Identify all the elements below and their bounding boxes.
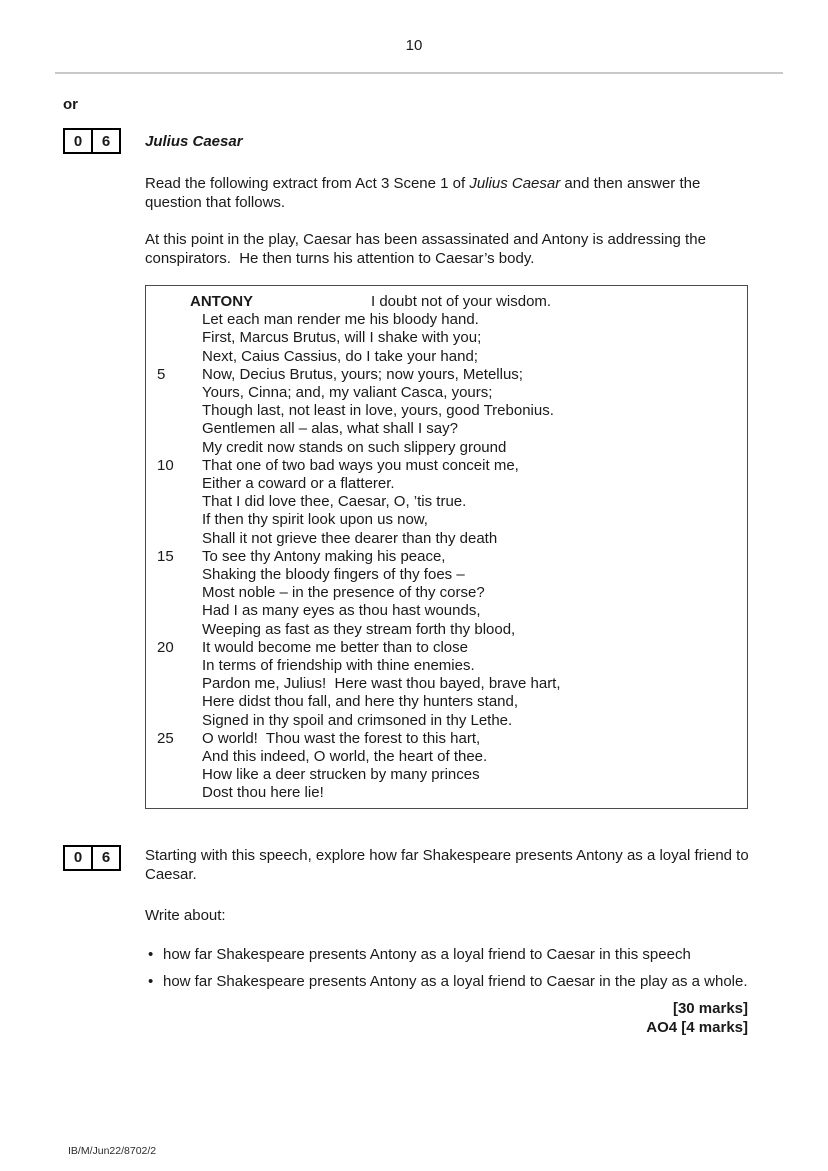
question-number-digit: 0 [63, 128, 93, 154]
verse-line-number [146, 566, 202, 584]
verse-row-speaker [146, 293, 743, 311]
verse-row [146, 657, 743, 675]
verse-line-number [146, 657, 202, 675]
verse-row [146, 766, 743, 784]
verse-text: It would become me better than to close [202, 638, 468, 656]
instruction-suffix: and then answer the question that follows. [145, 175, 705, 211]
verse-row [146, 566, 743, 584]
verse-line-number [146, 784, 202, 802]
instruction-prefix: Read the following extract from Act 3 Scene 1 of [145, 175, 470, 192]
verse-row [146, 311, 743, 329]
verse-line-number [146, 439, 202, 457]
question-number-box [63, 128, 121, 154]
bullet-item [148, 945, 748, 964]
verse-line-number: 25 [157, 729, 174, 747]
question-number-box [63, 845, 121, 871]
verse-row [146, 621, 743, 639]
verse-text: And this indeed, O world, the heart of thee. [202, 748, 488, 766]
verse-row [146, 712, 743, 730]
verse-line-number: 10 [157, 456, 174, 474]
verse-row [146, 475, 743, 493]
verse-row [146, 784, 743, 802]
verse-row [146, 329, 743, 347]
verse-line-number [146, 402, 202, 420]
verse-text: My credit now stands on such slippery ground [202, 438, 507, 456]
verse-row [146, 530, 743, 548]
verse-row [146, 675, 743, 693]
verse-text: First, Marcus Brutus, will I shake with you; [202, 329, 482, 347]
write-about-label: Write about: [145, 906, 226, 924]
question-title: Julius Caesar [145, 132, 243, 150]
paper-reference-code: IB/M/Jun22/8702/2 [68, 1145, 157, 1157]
marks-ao4: AO4 [4 marks] [646, 1018, 748, 1036]
verse-text: Either a coward or a flatterer. [202, 475, 395, 493]
verse-line-number: 15 [157, 547, 174, 565]
verse-text: In terms of friendship with thine enemies. [202, 657, 475, 675]
question-prompt: Starting with this speech, explore how far Shakespeare presents Antony as a loyal friend to Caesar. [145, 846, 753, 883]
verse-line-number: 5 [157, 365, 166, 383]
verse-row [146, 693, 743, 711]
verse-row [146, 457, 743, 475]
instruction-paragraph [145, 174, 748, 212]
verse-text: Yours, Cinna; and, my valiant Casca, yours; [202, 384, 493, 402]
verse-row [146, 548, 743, 566]
question-number-digit: 6 [91, 128, 121, 154]
verse-text: Pardon me, Julius! Here wast thou bayed, brave hart, [202, 675, 561, 693]
bullet-list [148, 945, 748, 991]
question-number-digit: 0 [63, 845, 93, 871]
verse-line-number [146, 511, 202, 529]
verse-line-number [146, 712, 202, 730]
context-paragraph: At this point in the play, Caesar has been assassinated and Antony is addressing the conspirators. He then turns his attention to Caesar’s body. [145, 231, 711, 267]
verse-text: If then thy spirit look upon us now, [202, 511, 428, 529]
verse-text: Dost thou here lie! [202, 784, 324, 802]
verse-line-number [146, 530, 202, 548]
verse-row [146, 493, 743, 511]
marks-block [0, 999, 748, 1037]
verse-text: That I did love thee, Caesar, O, ’tis true. [202, 493, 467, 511]
verse-line-number [146, 621, 202, 639]
verse-row [146, 584, 743, 602]
marks-main: [30 marks] [672, 999, 748, 1017]
verse-row [146, 366, 743, 384]
question-number-digit: 6 [91, 845, 121, 871]
verse-line-number [146, 493, 202, 511]
line-number-spacer [146, 293, 190, 311]
verse-line-number [146, 420, 202, 438]
verse-row [146, 384, 743, 402]
verse-row [146, 402, 743, 420]
verse-text: Though last, not least in love, yours, good Trebonius. [202, 402, 554, 420]
verse-text: Let each man render me his bloody hand. [202, 311, 479, 329]
verse-text: Next, Caius Cassius, do I take your hand; [202, 347, 478, 365]
verse-text: O world! Thou wast the forest to this hart, [202, 729, 481, 747]
verse-row [146, 420, 743, 438]
verse-row [146, 439, 743, 457]
verse-row [146, 639, 743, 657]
verse-text: Had I as many eyes as thou hast wounds, [202, 602, 481, 620]
verse-row [146, 348, 743, 366]
verse-line-number [146, 475, 202, 493]
bullet-item [148, 972, 748, 991]
verse-text: Now, Decius Brutus, yours; now yours, Metellus; [202, 365, 523, 383]
verse-line-number [146, 584, 202, 602]
verse-text: To see thy Antony making his peace, [202, 547, 446, 565]
bullet-text: how far Shakespeare presents Antony as a loyal friend to Caesar in this speech [163, 945, 691, 963]
verse-line-number [146, 748, 202, 766]
verse-row [146, 748, 743, 766]
verse-text: I doubt not of your wisdom. [371, 293, 552, 310]
bullet-text: how far Shakespeare presents Antony as a loyal friend to Caesar in the play as a whole. [163, 972, 748, 990]
verse-line-number [146, 602, 202, 620]
bullet-icon: • [148, 945, 154, 963]
verse-text: Shall it not grieve thee dearer than thy death [202, 529, 498, 547]
page-number: 10 [405, 37, 423, 54]
bullet-icon: • [148, 972, 154, 990]
verse-text: That one of two bad ways you must conceit me, [202, 456, 519, 474]
verse-text: Most noble – in the presence of thy corse? [202, 584, 485, 602]
verse-line-number [146, 311, 202, 329]
verse-line-number [146, 384, 202, 402]
verse-text: How like a deer strucken by many princes [202, 766, 480, 784]
verse-text: Shaking the bloody fingers of thy foes – [202, 566, 465, 584]
speaker-name: ANTONY [190, 293, 254, 310]
verse-row [146, 602, 743, 620]
header-rule [55, 72, 783, 74]
verse-line-number [146, 675, 202, 693]
question-row [63, 845, 828, 884]
verse-line-number [146, 329, 202, 347]
extract-box [145, 285, 748, 809]
verse-row [146, 730, 743, 748]
verse-row [146, 511, 743, 529]
verse-text: Signed in thy spoil and crimsoned in thy Lethe. [202, 711, 513, 729]
question-header-row [63, 128, 828, 154]
or-label: or [63, 96, 78, 113]
verse-text: Gentlemen all – alas, what shall I say? [202, 420, 458, 438]
verse-text: Weeping as fast as they stream forth thy blood, [202, 620, 516, 638]
verse-text: Here didst thou fall, and here thy hunters stand, [202, 693, 519, 711]
verse-line-number: 20 [157, 638, 174, 656]
verse-line-number [146, 693, 202, 711]
extract-lines [146, 311, 743, 802]
play-title-italic: Julius Caesar [469, 175, 561, 192]
verse-line-number [146, 348, 202, 366]
verse-line-number [146, 766, 202, 784]
